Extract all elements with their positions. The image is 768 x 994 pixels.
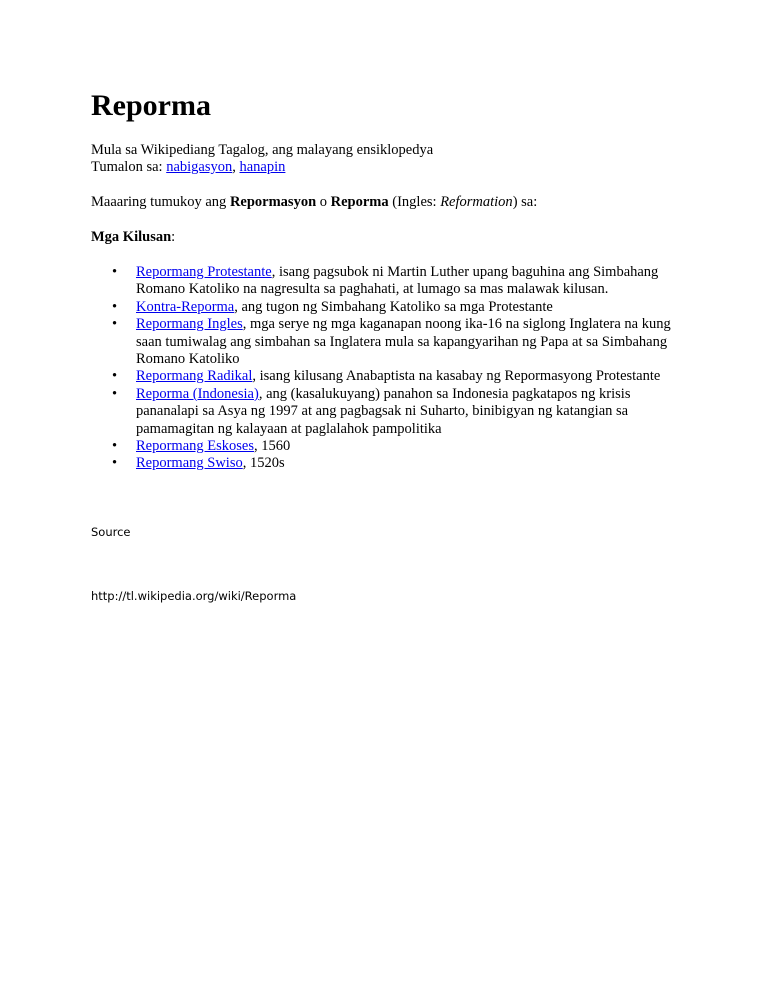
page-title: Reporma [91, 89, 211, 122]
list-item [91, 316, 681, 368]
movement-link[interactable]: Repormang Swiso [136, 455, 243, 472]
list-item [91, 368, 681, 385]
article-subtitle: Mula sa Wikipediang Tagalog, ang malayang ensiklopedya [91, 142, 434, 158]
movement-description: , 1520s [242, 455, 285, 472]
list-item [91, 386, 681, 438]
bullet-icon: • [112, 298, 118, 315]
intro-paragraph [91, 194, 537, 211]
movement-description: , mga serye ng mga kaganapan noong ika-16 na siglong Inglatera na kung saan tumiwalag ang simbahan sa Inglatera mula sa kapangyarihan ng Papa at sa Simbahang Romano Katoliko [136, 316, 671, 368]
intro-text: o [316, 194, 331, 210]
intro-text: ) sa: [512, 194, 538, 210]
source-label: Source [91, 525, 131, 539]
movement-link[interactable]: Repormang Protestante [136, 264, 272, 280]
movements-heading [91, 229, 175, 246]
list-item [91, 438, 681, 455]
jump-to-line [91, 159, 433, 176]
movements-heading-label: Mga Kilusan [91, 229, 172, 245]
jump-search-link[interactable]: hanapin [239, 159, 286, 175]
jump-navigation-link[interactable]: nabigasyon [166, 159, 233, 175]
bullet-icon: • [112, 264, 118, 280]
movement-link[interactable]: Repormang Ingles [136, 316, 243, 333]
movement-description: , ang tugon ng Simbahang Katoliko sa mga Protestante [234, 298, 553, 315]
movement-link[interactable]: Kontra-Reporma [136, 298, 235, 315]
intro-term-repormasyon: Repormasyon [229, 194, 317, 210]
article-meta [91, 142, 433, 176]
movements-heading-colon: : [171, 229, 176, 245]
intro-text: Maaaring tumukoy ang [91, 194, 230, 210]
bullet-icon: • [112, 316, 118, 333]
source-url: http://tl.wikipedia.org/wiki/Reporma [91, 589, 297, 603]
movement-description: , ang (kasalukuyang) panahon sa Indonesia pagkatapos ng krisis pananalapi sa Asya ng 1997 at ang pagbagsak ni Suharto, binibigyan ng katangian sa pamamagitan ng kalayaan at paglalahok pampolitika [136, 385, 631, 437]
movement-list [91, 264, 681, 473]
movement-link[interactable]: Repormang Eskoses [136, 438, 254, 455]
movement-link[interactable]: Repormang Radikal [136, 368, 253, 385]
intro-term-reporma: Reporma [330, 194, 389, 210]
movement-description: , 1560 [254, 438, 291, 455]
list-item [91, 455, 681, 472]
bullet-icon: • [112, 385, 118, 402]
jump-to-label: Tumalon sa: [91, 159, 167, 175]
movement-link[interactable]: Reporma (Indonesia) [136, 385, 259, 402]
intro-text: (Ingles: [388, 194, 441, 210]
bullet-icon: • [112, 455, 118, 472]
intro-term-reformation: Reformation [440, 194, 513, 210]
bullet-icon: • [112, 368, 118, 385]
jump-separator: , [232, 159, 240, 175]
list-item [91, 264, 681, 299]
movement-description: , isang kilusang Anabaptista na kasabay ng Repormasyong Protestante [252, 368, 661, 385]
list-item [91, 299, 681, 316]
movement-description: , isang pagsubok ni Martin Luther upang baguhina ang Simbahang Romano Katoliko na nagresulta sa paghahati, at lumago sa mas malawak kilusan. [136, 264, 659, 298]
bullet-icon: • [112, 438, 118, 455]
